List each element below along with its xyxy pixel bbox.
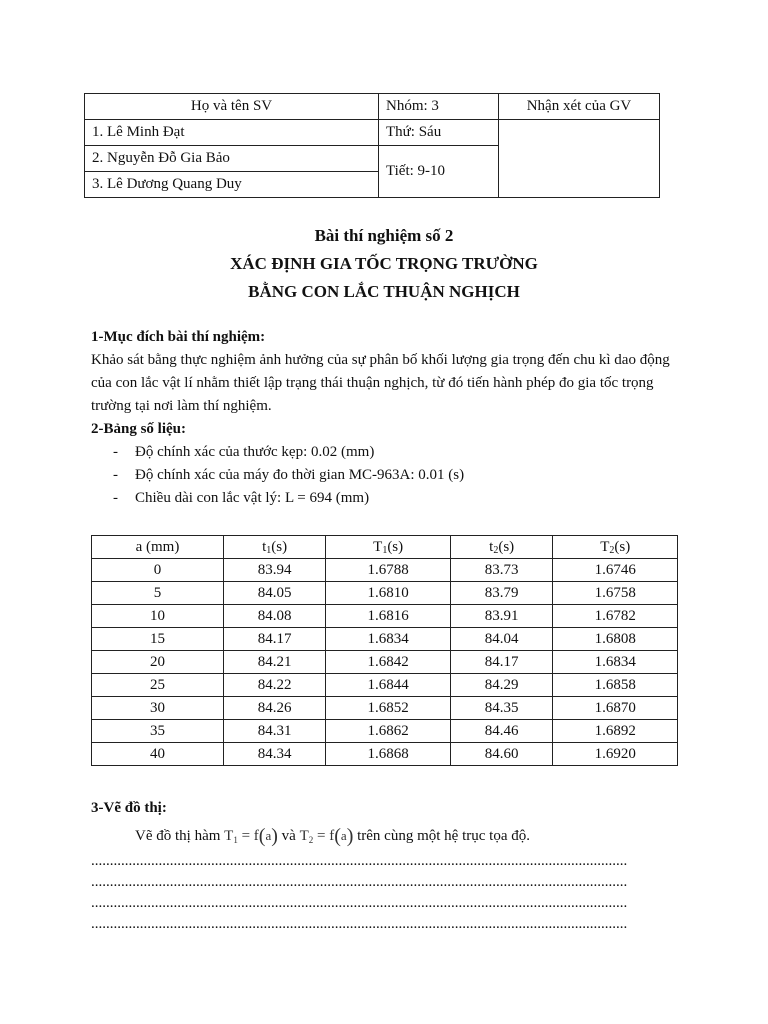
section-3	[91, 797, 677, 935]
cell-a: 0	[92, 559, 224, 582]
header-name-cell: Họ và tên SV	[85, 94, 379, 120]
answer-line-1: ...............................................................................................................................................	[91, 853, 628, 869]
section-2-heading: 2-Bảng số liệu:	[91, 421, 187, 437]
section-1-text: Khảo sát bằng thực nghiệm ảnh hưởng của sự phân bố khối lượng gia trọng đến chu kì dao động của con lắc vật lí nhằm thiết lập trạng thái thuận nghịch, từ đó tiến hành phép đo gia tốc trọng trường tại nơi làm thí nghiệm.	[91, 352, 670, 414]
col-a: a (mm)	[92, 536, 224, 559]
cell-t1: 83.94	[223, 559, 325, 582]
cell-T1: 1.6788	[326, 559, 451, 582]
cell-T2: 1.6920	[553, 743, 678, 766]
cell-T2: 1.6758	[553, 582, 678, 605]
table-header-row	[92, 536, 678, 559]
document-title	[0, 222, 768, 306]
cell-t2: 83.91	[450, 605, 552, 628]
cell-t1: 84.26	[223, 697, 325, 720]
list-item: - Độ chính xác của thước kẹp: 0.02 (mm)	[113, 444, 375, 460]
cell-a: 5	[92, 582, 224, 605]
table-body	[92, 559, 678, 766]
cell-T2: 1.6782	[553, 605, 678, 628]
cell-a: 30	[92, 697, 224, 720]
title-line-3: BẰNG CON LẮC THUẬN NGHỊCH	[248, 282, 520, 301]
title-line-1: Bài thí nghiệm số 2	[314, 226, 454, 245]
cell-t2: 84.17	[450, 651, 552, 674]
list-item: - Chiều dài con lắc vật lý: L = 694 (mm)	[113, 490, 370, 506]
cell-T1: 1.6810	[326, 582, 451, 605]
cell-t2: 84.35	[450, 697, 552, 720]
graph-instruction: Vẽ đồ thị hàm $T_1 = f(a)$ và $T_2 = f(a)$ trên cùng một hệ trục tọa độ.	[91, 825, 677, 851]
body-content	[91, 326, 677, 510]
cell-t1: 84.31	[223, 720, 325, 743]
cell-T1: 1.6834	[326, 628, 451, 651]
section-1-heading: 1-Mục đích bài thí nghiệm:	[91, 329, 266, 345]
cell-t2: 84.60	[450, 743, 552, 766]
table-row	[92, 720, 678, 743]
section-3-heading: 3-Vẽ đồ thị:	[91, 800, 167, 816]
table-row	[92, 651, 678, 674]
table-row	[92, 582, 678, 605]
answer-line-3: ...............................................................................................................................................	[91, 895, 628, 911]
cell-t2: 84.29	[450, 674, 552, 697]
header-comment-cell: Nhận xét của GV	[499, 94, 660, 120]
formula-T1: $T_1 = f(a)$	[224, 825, 278, 847]
cell-t2: 84.46	[450, 720, 552, 743]
cell-a: 15	[92, 628, 224, 651]
cell-t2: 83.79	[450, 582, 552, 605]
table-row	[92, 743, 678, 766]
table-row	[92, 628, 678, 651]
cell-a: 35	[92, 720, 224, 743]
spec-list	[91, 441, 677, 510]
cell-t1: 84.21	[223, 651, 325, 674]
title-line-2: XÁC ĐỊNH GIA TỐC TRỌNG TRƯỜNG	[230, 254, 538, 273]
cell-T1: 1.6852	[326, 697, 451, 720]
cell-t1: 84.08	[223, 605, 325, 628]
period-cell: Tiết: 9-10	[379, 146, 499, 198]
cell-T2: 1.6858	[553, 674, 678, 697]
answer-line-2: ...............................................................................................................................................	[91, 874, 628, 890]
cell-a: 25	[92, 674, 224, 697]
table-row	[92, 674, 678, 697]
cell-a: 40	[92, 743, 224, 766]
cell-T1: 1.6844	[326, 674, 451, 697]
cell-t1: 84.05	[223, 582, 325, 605]
cell-a: 10	[92, 605, 224, 628]
table-row	[92, 605, 678, 628]
cell-t1: 84.17	[223, 628, 325, 651]
measurement-table	[91, 535, 678, 766]
student-info-table	[84, 93, 660, 198]
col-T1: $T_1(s)$	[326, 536, 451, 559]
cell-T2: 1.6808	[553, 628, 678, 651]
col-t1: $t_1(s)$	[223, 536, 325, 559]
answer-line-4: ...............................................................................................................................................	[91, 916, 628, 932]
cell-t1: 84.22	[223, 674, 325, 697]
col-T2: $T_2(s)$	[553, 536, 678, 559]
cell-T1: 1.6868	[326, 743, 451, 766]
cell-t1: 84.34	[223, 743, 325, 766]
list-item: - Độ chính xác của máy đo thời gian MC-963A: 0.01 (s)	[113, 467, 465, 483]
student-2: 2. Nguyễn Đỗ Gia Bảo	[85, 146, 379, 172]
teacher-comment-box	[499, 120, 660, 198]
cell-t2: 83.73	[450, 559, 552, 582]
table-row	[92, 697, 678, 720]
cell-T2: 1.6892	[553, 720, 678, 743]
cell-T1: 1.6816	[326, 605, 451, 628]
cell-T1: 1.6842	[326, 651, 451, 674]
student-3: 3. Lê Dương Quang Duy	[85, 172, 379, 198]
cell-T2: 1.6834	[553, 651, 678, 674]
table-row	[92, 559, 678, 582]
cell-a: 20	[92, 651, 224, 674]
student-1: 1. Lê Minh Đạt	[85, 120, 379, 146]
cell-t2: 84.04	[450, 628, 552, 651]
cell-T2: 1.6870	[553, 697, 678, 720]
cell-T2: 1.6746	[553, 559, 678, 582]
formula-T2: $T_2 = f(a)$	[299, 825, 354, 847]
day-cell: Thứ: Sáu	[379, 120, 499, 146]
header-group-cell: Nhóm: 3	[379, 94, 499, 120]
cell-T1: 1.6862	[326, 720, 451, 743]
col-t2: $t_2(s)$	[450, 536, 552, 559]
